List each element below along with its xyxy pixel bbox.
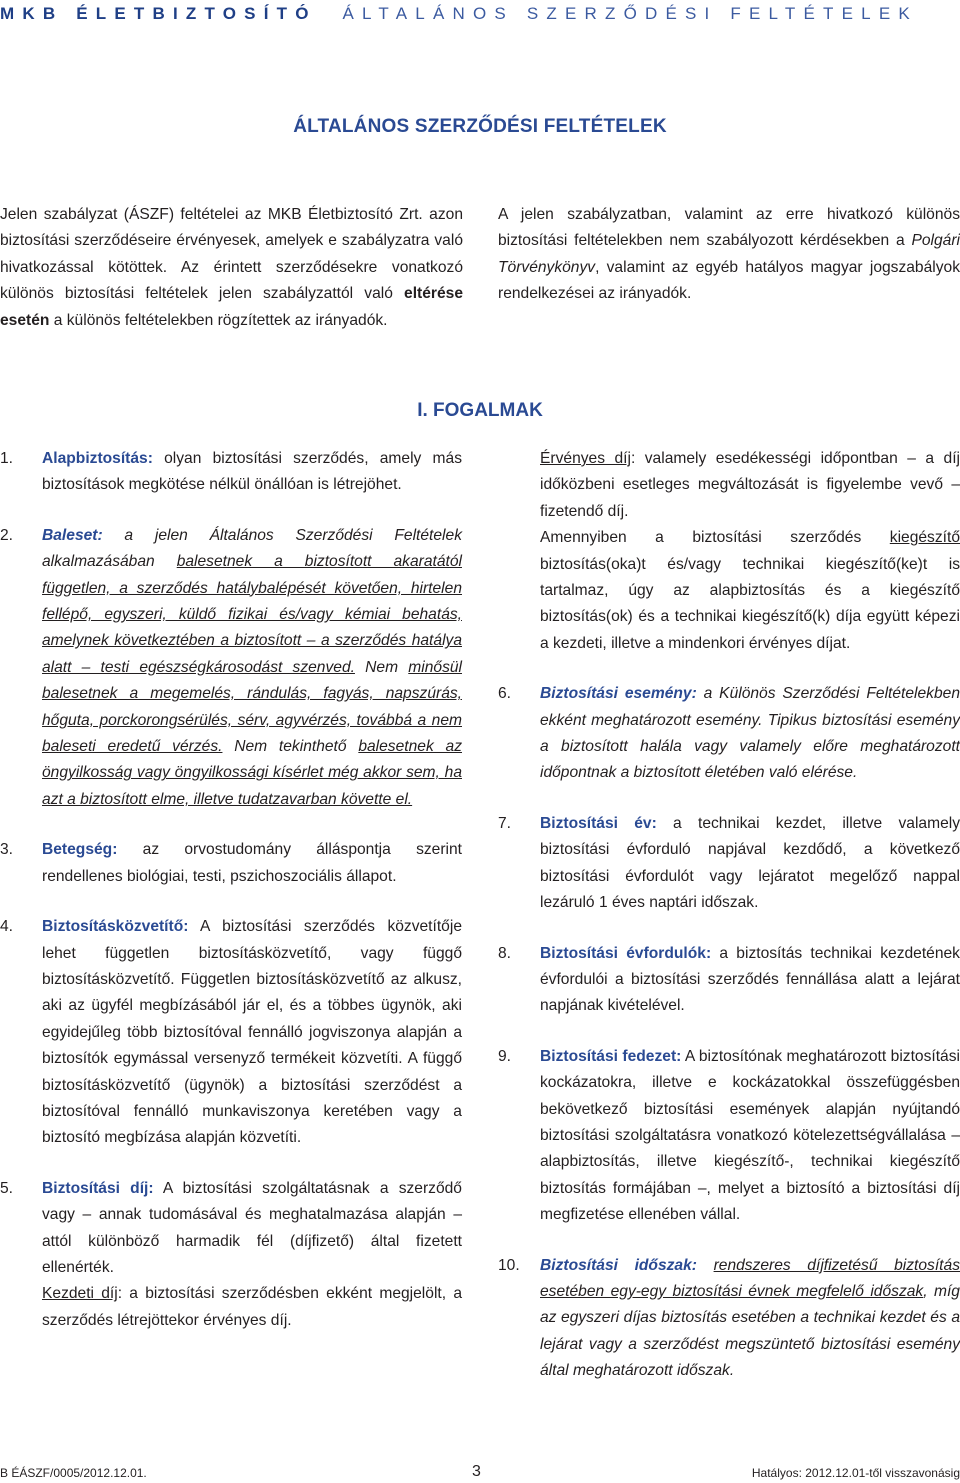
item-text: olyan biztosítási szerződés, amely más biztosítások megkötése nélkül önállóan is létrejöhet. (42, 450, 462, 494)
definition-item-10 (498, 1253, 960, 1385)
item-term: Biztosításközvetítő: (42, 918, 189, 936)
definition-item-2 (0, 523, 462, 813)
subterm-ervenyes-dij: Érvényes díj (540, 450, 631, 467)
item-text: Amennyiben a biztosítási szerződés (540, 529, 890, 547)
intro-left-text: Jelen szabályzat (ÁSZF) feltételei az MKB Életbiztosító Zrt. azon biztosítási szerződéseire érvényesek, amelyek e szabályzatra való hivatkozással kötöttek. Az érintett szerződésekre vonatkozó különös biztosítási feltételek jelen szabályzattól való (0, 206, 463, 303)
section-title: I. FOGALMAK (417, 400, 543, 421)
item-text: az orvostudomány álláspontja szerint rendellenes biológiai, testi, pszichoszociális állapot. (42, 841, 462, 885)
intro-right-text: A jelen szabályzatban, valamint az erre hivatkozó különös biztosítási feltételekben nem szabályozott kérdésekben a (498, 206, 960, 250)
item-underlined-text: balesetnek a biztosított akaratától független, a szerződés hatálybalépését követően, hirtelen fellépő, egyszeri, küldő fizikai és/vagy kémiai behatás, amelynek következtében a biztosított – a szerződés hatálya alatt – testi egészségkárosodást szenved. (42, 553, 462, 676)
intro-left-bold: eltérése esetén (0, 285, 463, 329)
item-number: 9. (498, 1047, 512, 1065)
item-text: : a biztosítási szerződésben ekként megjelölt, a szerződés létrejöttekor érvényes díj. (42, 1285, 462, 1329)
item-number: 5. (0, 1179, 14, 1197)
footer-page-number: 3 (472, 1463, 481, 1480)
item-underlined-text: rendszeres díjfizetésű biztosítás esetében egy-egy biztosítási évnek megfelelő időszak (540, 1256, 960, 1300)
item-text: Nem (354, 658, 409, 676)
item-term: Biztosítási év: (540, 814, 657, 832)
item-text (697, 1257, 714, 1274)
item-text: a Különös Szerződési Feltételekben ekként meghatározott esemény. Tipikus biztosítási esemény a biztosított halála vagy valamely előre meghatározott időpontnak a biztosított életében való elérése. (540, 685, 960, 782)
header-brand: MKB ÉLETBIZTOSÍTÓ (0, 4, 317, 23)
item-text: a technikai kezdet, illetve valamely biztosítási évforduló napjával kezdődő, a következő biztosítási évfordulót vagy lejáratot megelőző nappal lezáruló 1 éves naptári időszak. (540, 814, 960, 912)
subterm-kezdeti-dij: Kezdeti díj (42, 1285, 118, 1303)
item-text: A biztosítási szolgáltatásnak a szerződő vagy – annak tudomásával és meghatalmazása alapján – attól különböző harmadik fél (díjfizető) által fizetett ellenérték. (42, 1179, 462, 1276)
item-text: a biztosítás technikai kezdetének évfordulói a biztosítási szerződés fennállása alatt a lejárat napjának kivételével. (540, 944, 960, 1015)
item-term: Biztosítási díj: (42, 1179, 154, 1197)
item-text: A biztosítónak meghatározott biztosítási kockázatokra, illetve e kockázatokkal összefüggésben bekövetkező biztosítási események alapján nyújtandó biztosítási szolgáltatásra vonatkozó kötelezettségvállalása – alapbiztosítás, illetve kiegészítő-, technikai kiegészítő biztosítás formájában –, melyet a biztosító a biztosítási díj megfizetése ellenében vállal. (540, 1047, 960, 1224)
footer-validity: Hatályos: 2012.12.01-től visszavonásig (751, 1466, 960, 1480)
item-number: 6. (498, 685, 512, 703)
item-number: 10. (498, 1256, 520, 1274)
running-header (0, 4, 960, 26)
intro-left-paragraph (0, 202, 463, 334)
definition-item-7 (498, 811, 960, 917)
item-text: Nem tekinthető (222, 738, 359, 756)
item-text: , míg az egyszeri díjas biztosítás esetében a technikai kezdet és a lejárat vagy a szerződést megszüntető biztosítási esemény által meghatározott időszak. (540, 1282, 960, 1380)
item-term: Alapbiztosítás: (42, 450, 153, 467)
item-number: 4. (0, 918, 14, 936)
item-text: a jelen Általános Szerződési Feltételek alkalmazásában (42, 526, 462, 571)
intro-left-text-end: a különös feltételekben rögzítettek az irányadók. (49, 311, 388, 329)
definition-item-6 (498, 681, 960, 787)
item-term: Biztosítási időszak: (540, 1256, 697, 1274)
definition-item-8 (498, 941, 960, 1020)
definition-item-5 (0, 1176, 462, 1334)
item-underlined-text: balesetnek az öngyilkosság vagy öngyilkossági kísérlet még akkor sem, ha azt a biztosított elme, illetve tudatzavarban követte el. (42, 738, 462, 808)
definition-item-9 (498, 1044, 960, 1229)
item-text: : valamely esedékességi időpontban – a díj időközbeni esetleges megváltozását is figyelembe vevő – fizetendő díj. (540, 450, 960, 520)
item-number: 7. (498, 814, 512, 832)
item-number: 1. (0, 450, 14, 467)
intro-right-text-end: , valamint az egyéb hatályos magyar jogszabályok rendelkezései az irányadók. (498, 258, 960, 303)
item-number: 8. (498, 944, 512, 962)
item-underlined-text: minősül balesetnek a megemelés, rándulás, fagyás, napszúrás, hőguta, porckorongsérülés, sérv, agyvérzés, továbbá a nem baleseti eredetű vérzés. (42, 658, 462, 756)
definition-item-5-continued (498, 446, 960, 657)
item-term: Biztosítási fedezet: (540, 1047, 682, 1065)
item-term: Baleset: (42, 526, 103, 544)
item-text: biztosítás(oka)t és/vagy technikai kiegészítő(ke)t is tartalmaz, úgy az alapbiztosítás és a kiegészítő biztosítás(ok) és a technikai kiegészítő(k) díja együtt képezi a kezdeti, illetve a mindenkori érvényes díjat. (540, 555, 960, 652)
header-subtitle: ÁLTALÁNOS SZERZŐDÉSI FELTÉTELEK (342, 4, 918, 23)
item-term: Biztosítási évfordulók: (540, 944, 712, 962)
intro-right-paragraph (498, 202, 960, 308)
intro-right-italic: Polgári Törvénykönyv (498, 232, 960, 276)
footer-document-code: B ÉÁSZF/0005/2012.12.01. (0, 1466, 147, 1480)
item-term: Betegség: (42, 841, 118, 859)
definition-item-4 (0, 914, 462, 1152)
definition-item-3 (0, 837, 462, 890)
document-title: ÁLTALÁNOS SZERZŐDÉSI FELTÉTELEK (293, 116, 667, 137)
item-term: Biztosítási esemény: (540, 685, 697, 703)
definitions-right-column (498, 446, 960, 1385)
definition-item-1 (0, 446, 462, 499)
item-underlined-text: kiegészítő (889, 529, 960, 547)
item-number: 2. (0, 526, 14, 544)
item-text: A biztosítási szerződés közvetítője lehet független biztosításközvetítő, vagy függő biztosításközvetítő. Független biztosításközvetítő az alkusz, aki az ügyfél megbízásából jár el, és a többes ügynök, aki egyidejűleg több biztosítóval fennálló jogviszonya alapján a biztosítók egymással versenyző termékeit közvetíti. A függő biztosításközvetítő (ügynök) a biztosítási szerződést a biztosítóval fennálló munkaviszonya keretében vagy a biztosító megbízása alapján közvetíti. (42, 918, 462, 1147)
definitions-left-column (0, 446, 462, 1334)
item-number: 3. (0, 841, 14, 859)
